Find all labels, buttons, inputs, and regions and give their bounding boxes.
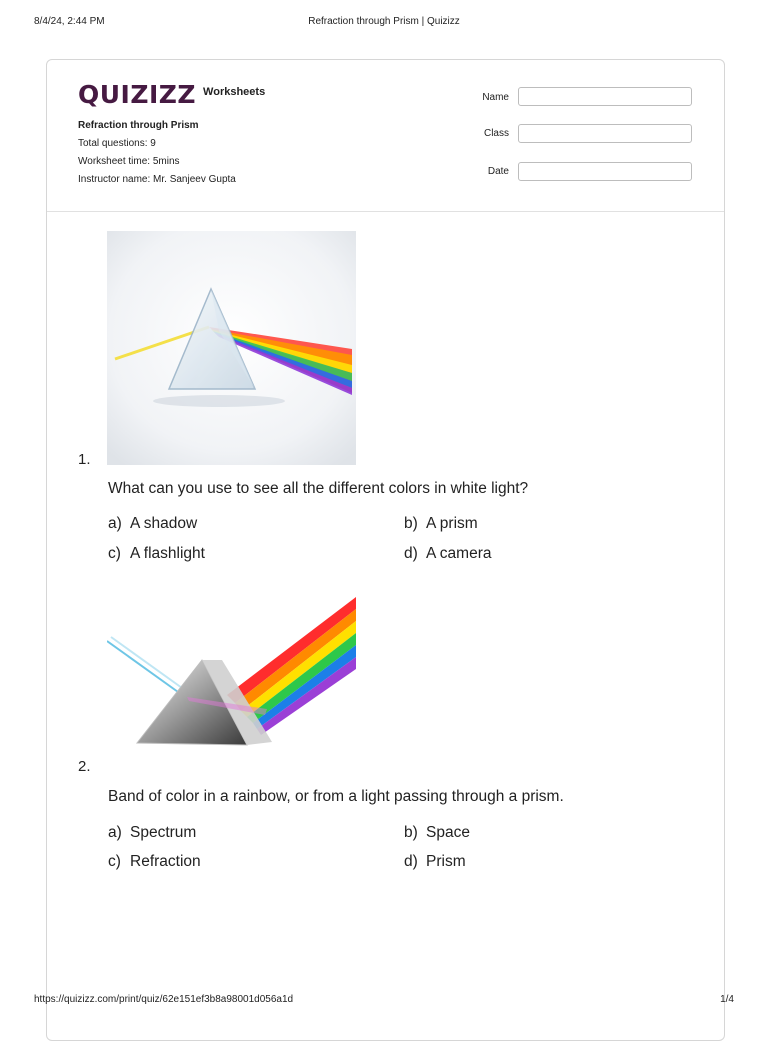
print-url: https://quizizz.com/print/quiz/62e151ef3b8a98001d056a1d <box>34 994 294 1005</box>
option-b[interactable]: b) Space <box>404 824 470 841</box>
worksheet-name: Refraction through Prism <box>78 120 199 131</box>
option-c[interactable]: c) Refraction <box>108 853 201 870</box>
logo-wordmark: QUIZIZZ <box>78 79 197 109</box>
question-number: 1. <box>78 451 91 468</box>
instructor-name: Instructor name: Mr. Sanjeev Gupta <box>78 174 236 185</box>
prism-spectrum-image <box>107 597 356 754</box>
question-text: Band of color in a rainbow, or from a light passing through a prism. <box>108 788 564 805</box>
option-b[interactable]: b) A prism <box>404 515 478 532</box>
worksheet-header <box>47 60 724 212</box>
prism-dispersion-image <box>107 231 356 470</box>
option-a[interactable]: a) A shadow <box>108 515 198 532</box>
date-label: Date <box>487 166 509 177</box>
logo-subtitle: Worksheets <box>203 86 266 98</box>
option-a[interactable]: a) Spectrum <box>108 824 197 841</box>
print-date: 8/4/24, 2:44 PM <box>34 16 105 27</box>
quizizz-logo <box>78 80 265 108</box>
name-label: Name <box>482 92 509 103</box>
worksheet-time: Worksheet time: 5mins <box>78 156 180 167</box>
class-label: Class <box>483 128 509 139</box>
date-field[interactable] <box>518 162 692 181</box>
class-field[interactable] <box>518 124 692 143</box>
print-header <box>0 16 768 30</box>
option-d[interactable]: d) A camera <box>404 545 492 562</box>
print-title: Refraction through Prism | Quizizz <box>308 16 460 27</box>
name-field[interactable] <box>518 87 692 106</box>
total-questions: Total questions: 9 <box>78 138 156 149</box>
question-number: 2. <box>78 758 91 775</box>
question-text: What can you use to see all the different colors in white light? <box>108 480 529 497</box>
option-c[interactable]: c) A flashlight <box>108 545 205 562</box>
option-d[interactable]: d) Prism <box>404 853 466 870</box>
worksheet-card <box>46 59 725 1041</box>
print-footer <box>0 994 768 1008</box>
page-number: 1/4 <box>720 994 734 1005</box>
